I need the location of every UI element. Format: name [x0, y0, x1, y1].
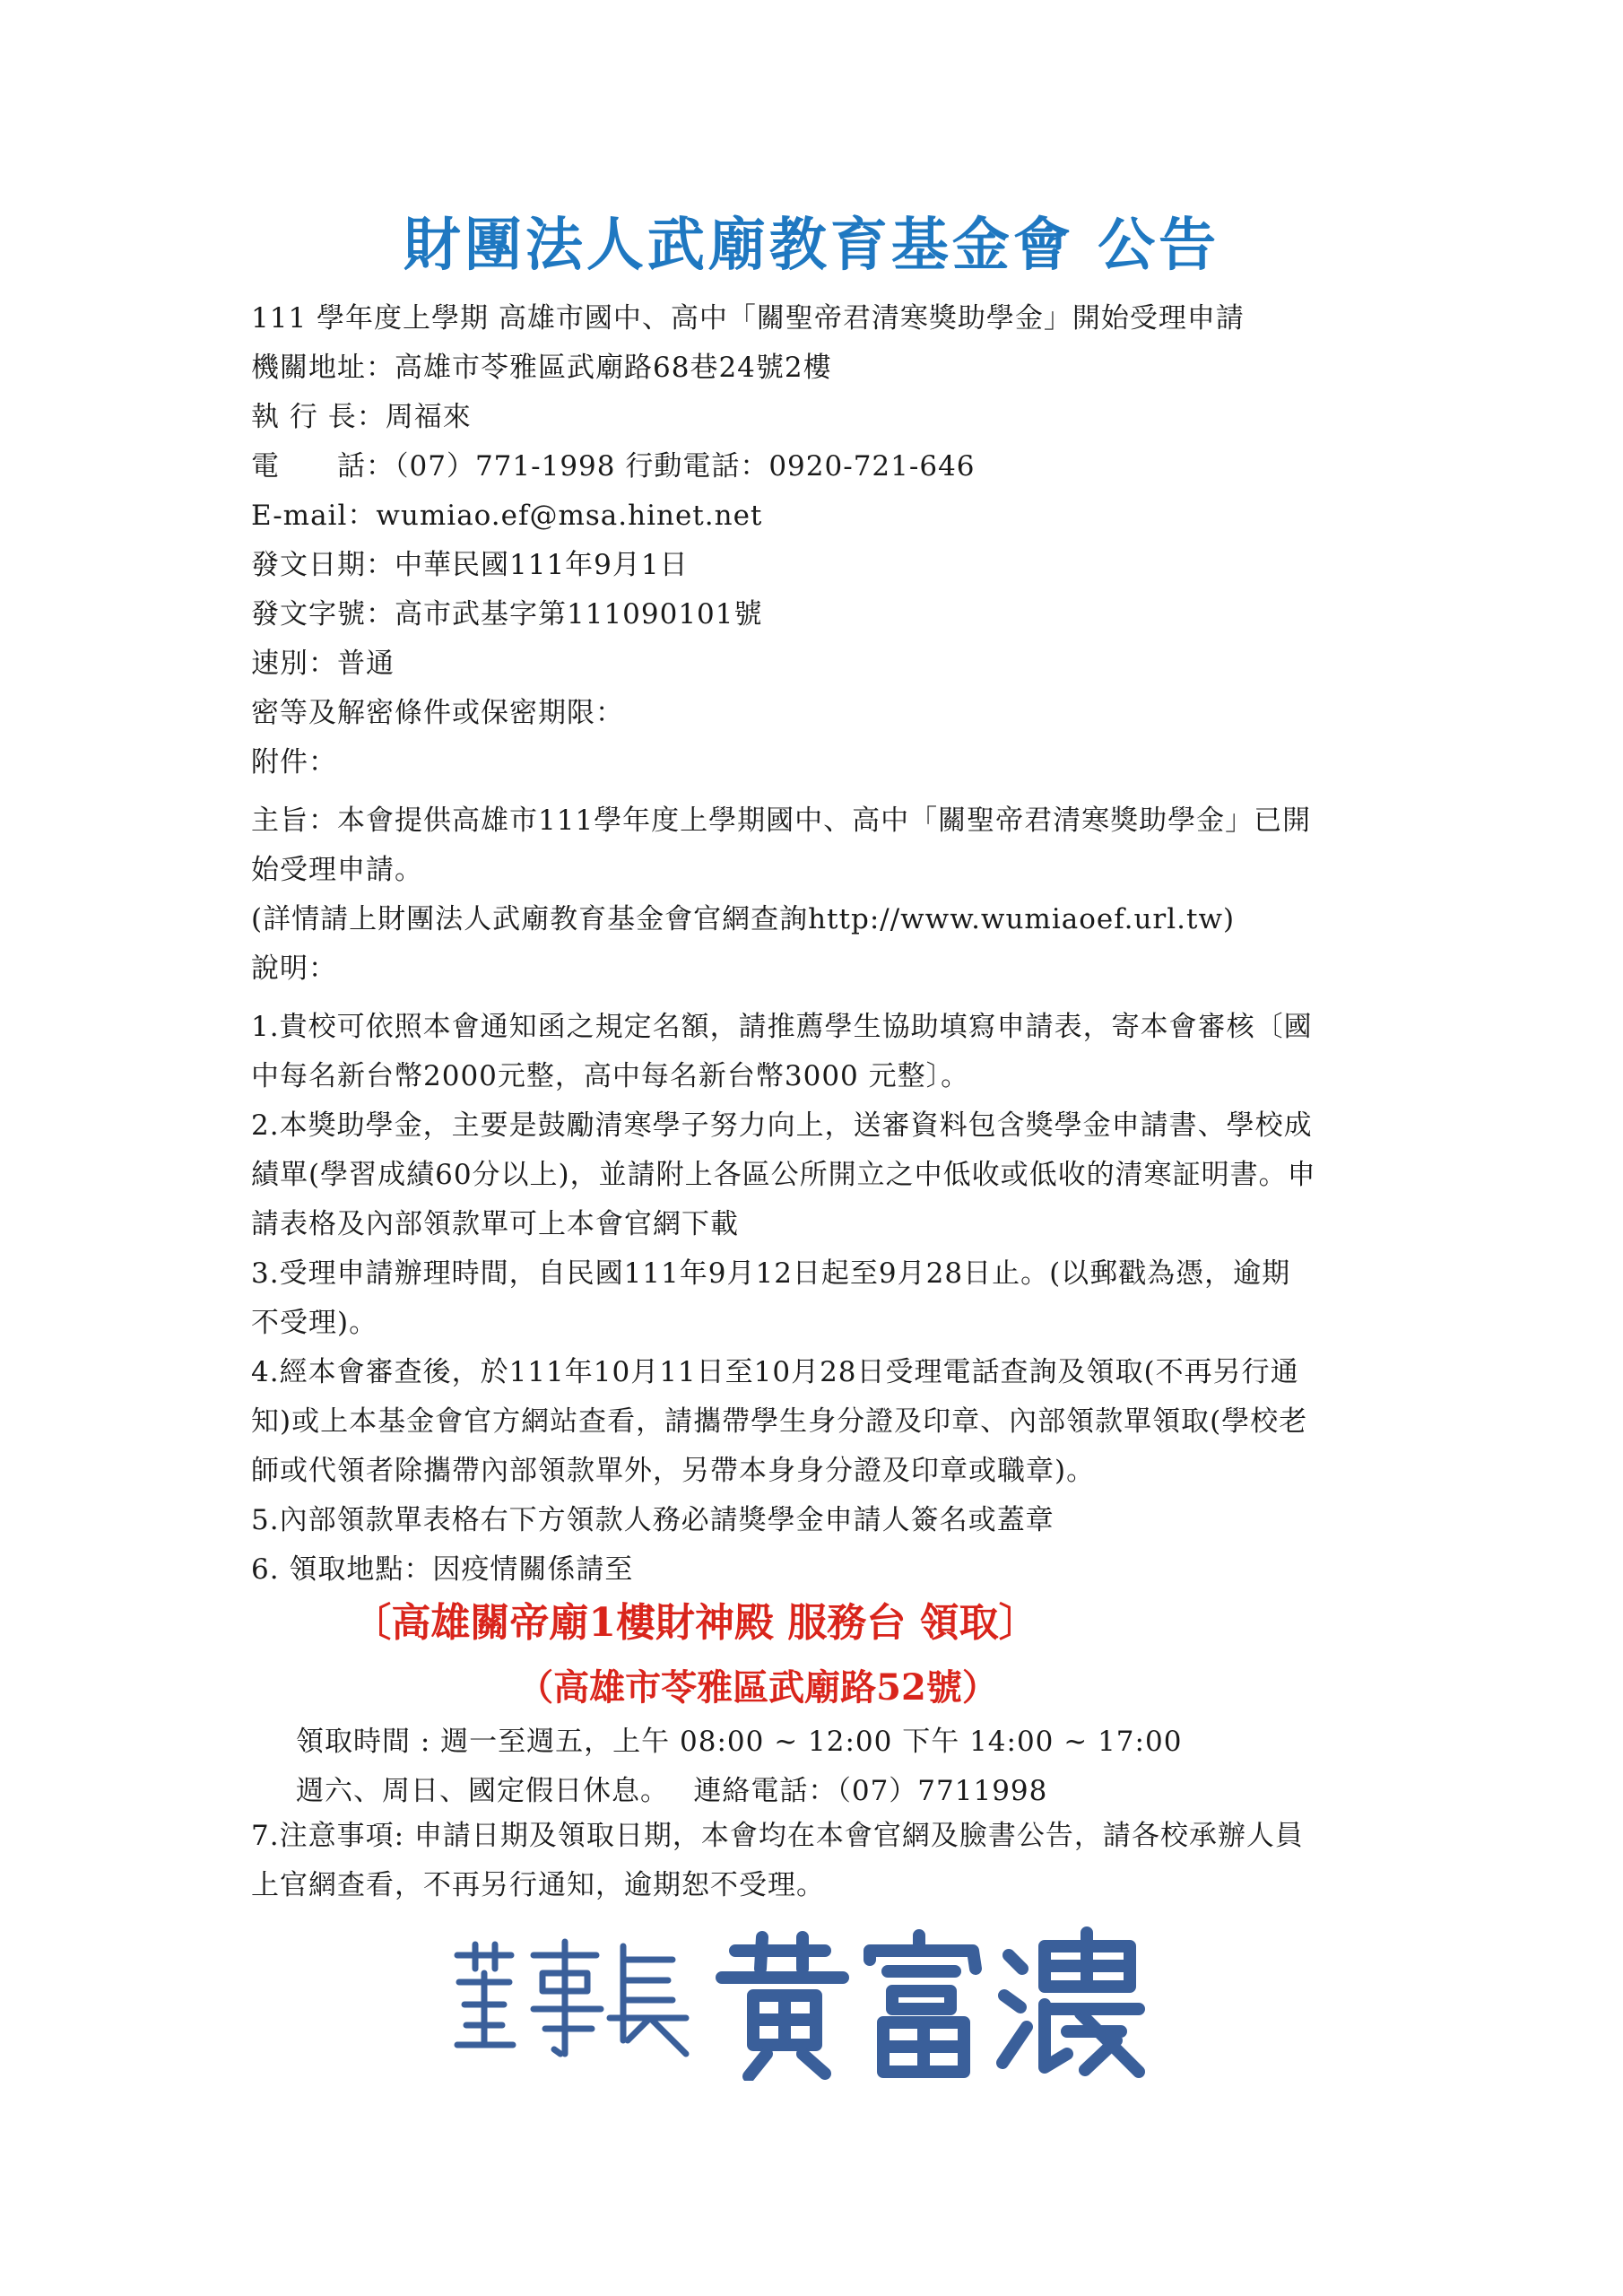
item3-line-b: 不受理)。 — [251, 1307, 378, 1339]
item2-line-b: 績單(學習成績60分以上)，並請附上各區公所開立之中低收或低收的清寒証明書。申 — [251, 1159, 1316, 1191]
issue-date-line: 發文日期：中華民國111年9月1日 — [251, 549, 689, 581]
secrecy-line: 密等及解密條件或保密期限： — [251, 697, 624, 729]
chairman-signature — [448, 1919, 1166, 2081]
item1-line-b: 中每名新台幣2000元整，高中每名新台幣3000 元整〕。 — [251, 1060, 970, 1092]
subject-text-3: (詳情請上財團法人武廟教育基金會官網查詢http://www.wumiaoef.url.tw) — [251, 903, 1236, 935]
item4-line-c: 師或代領者除攜帶內部領款單外，另帶本身身分證及印章或職章)。 — [251, 1455, 1096, 1487]
address-line: 機關地址：高雄市苓雅區武廟路68巷24號2樓 — [251, 352, 832, 384]
item4-line-a: 4.經本會審查後，於111年10月11日至10月28日受理電話查詢及領取(不再另行通 — [251, 1356, 1299, 1388]
explanation-label: 說明： — [251, 952, 337, 985]
page-title: 財團法人武廟教育基金會 公告 — [403, 212, 1220, 279]
item5-line: 5.內部領款單表格右下方領款人務必請獎學金申請人簽名或蓋章 — [251, 1504, 1055, 1536]
notice-line-2: 上官網查看，不再另行通知，逾期恕不受理。 — [251, 1869, 825, 1901]
subject-text-2: 始受理申請。 — [251, 854, 423, 886]
notice-line-1: 7.注意事項: 申請日期及領取日期，本會均在本會官網及臉書公告，請各校承辦人員 — [251, 1820, 1304, 1852]
pickup-hours: 領取時間 : 週一至週五，上午 08:00 ~ 12:00 下午 14:00 ~ 17:00 — [296, 1726, 1183, 1758]
item3-line-a: 3.受理申請辦理時間，自民國111年9月12日起至9月28日止。(以郵戳為憑，逾期 — [251, 1257, 1291, 1290]
item6-line: 6. 領取地點：因疫情關係請至 — [251, 1553, 634, 1586]
speed-line: 速別：普通 — [251, 648, 395, 680]
notice-section — [251, 1812, 1304, 1910]
item1-line-a: 1.貴校可依照本會通知函之規定名額，請推薦學生協助填寫申請表，寄本會審核〔國 — [251, 1011, 1313, 1043]
issue-number-line: 發文字號：高市武基字第111090101號 — [251, 598, 763, 631]
item2-line-a: 2.本獎助學金，主要是鼓勵清寒學子努力向上，送審資料包含獎學金申請書、學校成 — [251, 1109, 1313, 1142]
ceo-line: 執 行 長：周福來 — [251, 401, 472, 433]
item4-line-b: 知)或上本基金會官方網站查看，請攜帶學生身分證及印章、內部領款單領取(學校老 — [251, 1405, 1308, 1438]
email-line: E-mail：wumiao.ef@msa.hinet.net — [251, 500, 763, 532]
announcement-body — [251, 294, 1399, 1595]
subject-line: 111 學年度上學期 高雄市國中、高中「關聖帝君清寒獎助學金」開始受理申請 — [251, 302, 1245, 335]
subject-text-1: 主旨：本會提供高雄市111學年度上學期國中、高中「關聖帝君清寒獎助學金」已開 — [251, 804, 1312, 837]
attachment-line: 附件： — [251, 746, 337, 778]
phone-line: 電 話：（07）771-1998 行動電話：0920-721-646 — [251, 450, 976, 483]
pickup-location: 〔高雄關帝廟1樓財神殿 服務台 領取〕 — [352, 1600, 1038, 1646]
pickup-address: （高雄市苓雅區武廟路52號） — [517, 1666, 998, 1709]
pickup-details — [296, 1718, 1182, 1816]
pickup-closed: 週六、周日、國定假日休息。 連絡電話：（07）7711998 — [296, 1775, 1048, 1807]
item2-line-c: 請表格及內部領款單可上本會官網下載 — [251, 1208, 739, 1240]
